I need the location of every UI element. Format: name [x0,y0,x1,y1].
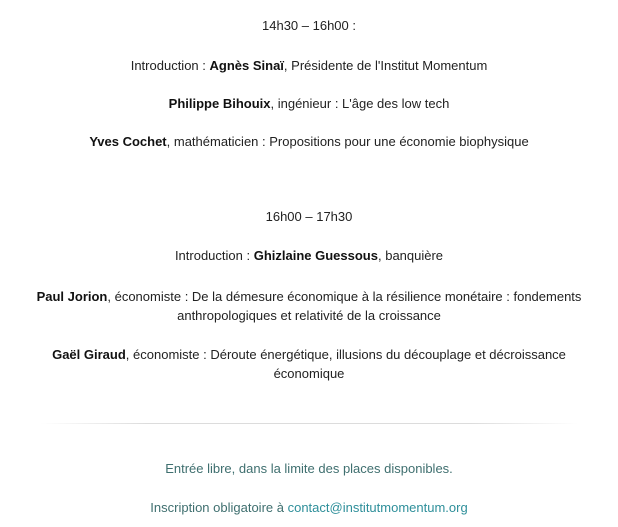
speaker-name: Ghizlaine Guessous [253,248,378,263]
registration-prefix: Inscription obligatoire à [150,500,288,515]
session1-talk-bihouix [0,94,618,113]
entry-note: Entrée libre, dans la limite des places disponibles. [165,461,453,476]
session2-talk-giraud [0,345,618,383]
section-divider [40,423,578,424]
registration-line [0,499,618,517]
intro-label: Introduction : [174,248,254,263]
talk-description: , économiste : De la démesure économique à la résilience monétaire : fondements anthropologiques et relativité de la croissance [107,289,582,323]
talk-description: , économiste : Déroute énergétique, illusions du découplage et décroissance économique [125,347,566,381]
talk-description: , mathématicien : Propositions pour une économie biophysique [166,134,529,149]
contact-email-link[interactable]: contact@institutmomentum.org [287,500,468,515]
speaker-name: Philippe Bihouix [168,96,271,111]
talk-description: , ingénieur : L'âge des low tech [270,96,450,111]
session2-time: 16h00 – 17h30 [265,209,353,224]
speaker-role: , banquière [377,248,444,263]
session1-time: 14h30 – 16h00 : [262,18,356,33]
session2-talk-jorion [0,287,618,325]
speaker-name: Agnès Sinaï [209,58,284,73]
speaker-name: Yves Cochet [89,134,167,149]
session1-intro [0,56,618,75]
speaker-name: Gaël Giraud [52,347,126,362]
intro-label: Introduction : [130,58,210,73]
session1-talk-cochet [0,132,618,151]
speaker-role: , Présidente de l'Institut Momentum [283,58,488,73]
speaker-name: Paul Jorion [36,289,108,304]
session2-intro [0,246,618,265]
